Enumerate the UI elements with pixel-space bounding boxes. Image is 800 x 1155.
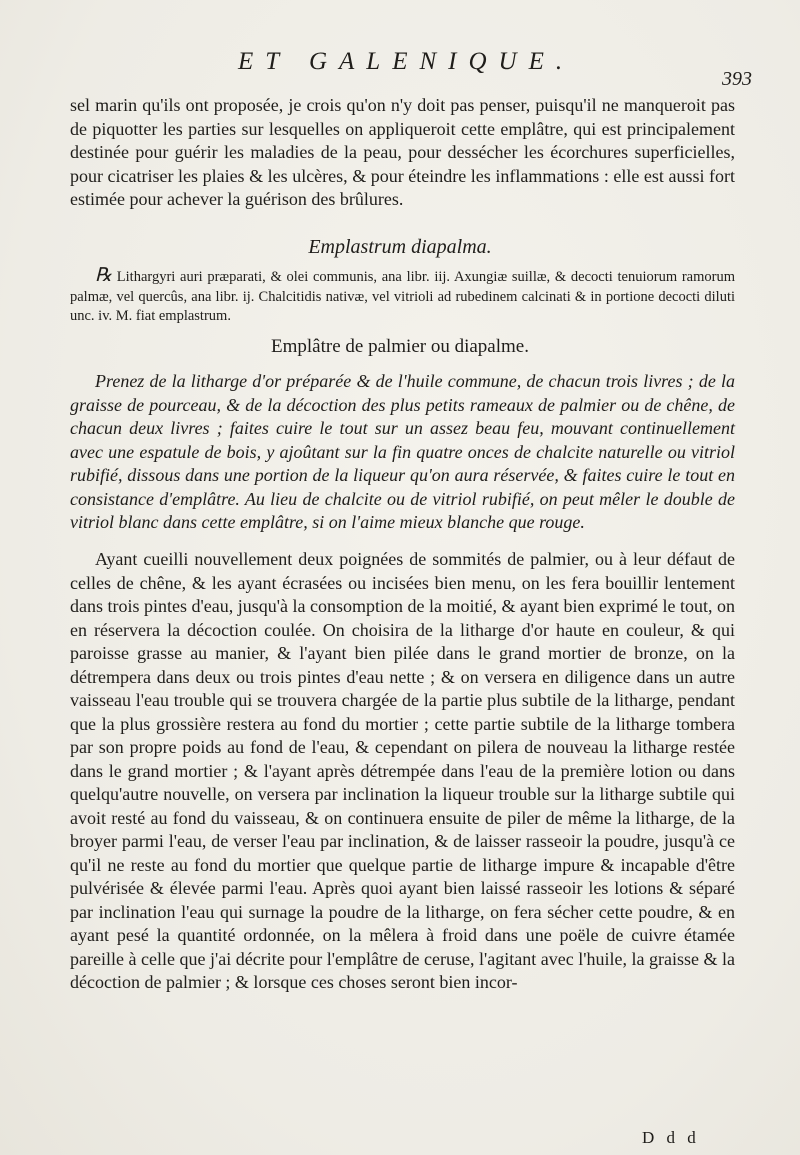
running-head: [0, 44, 800, 90]
signature-mark: D d d: [642, 1128, 700, 1147]
french-heading: Emplâtre de palmier ou diapalme.: [271, 336, 529, 357]
recipe-symbol: ℞: [95, 265, 113, 286]
running-title: ET GALENIQUE.: [238, 48, 575, 75]
french-recipe-block: [70, 370, 735, 535]
latin-heading: Emplastrum diapalma.: [308, 236, 492, 258]
french-recipe: Prenez de la litharge d'or préparée & de l'huile commune, de chacun trois livres ; de la graisse de pourceau, & de la décoction des plus petits rameaux de palmier ou de chêne, de chacun deux livres ; faites cuire le tout sur un assez beau feu, mouvant continuellement avec une espatule de bois, y ajoûtant sur la fin quatre onces de chalcite naturelle ou vitriol rubifié, dissous dans une portion de la liqueur qu'on aura réservée, & faites cuire le tout en consistance d'emplâtre. Au lieu de chalcite ou de vitriol rubifié, on peut mêler le double de vitriol blanc dans cette emplâtre, si on l'aime mieux blanche que rouge.: [70, 371, 735, 532]
latin-recipe-block: [70, 266, 735, 327]
method-paragraph: Ayant cueilli nouvellement deux poignées de sommités de palmier, ou à leur défaut de celles de chêne, & les ayant écrasées ou incisées bien menu, on les fera bouillir lentement dans trois pintes d'eau, jusqu'à la consomption de la moitié, & ayant bien exprimé le tout, on en réservera la décoction coulée. On choisira de la litharge d'or haute en couleur, & qui paroisse grasse au manier, & l'ayant bien pilée dans le grand mortier de bronze, on la détrempera dans deux ou trois pintes d'eau nette ; & on versera en diligence dans un autre vaisseau l'eau trouble qui se trouvera chargée de la partie plus subtile de la litharge, pendant que la plus grossière restera au fond du mortier ; cette partie subtile de la litharge tombera par son propre poids au fond de l'eau, & cependant on pilera de nouveau la litharge restée dans le grand mortier ; & l'ayant après détrempée dans l'eau de la première lotion ou dans quelqu'autre nouvelle, on versera par inclination la liqueur trouble sur la litharge subtile qui avoit resté au fond du vaisseau, & on continuera ensuite de piler de même la litharge, de la broyer parmi l'eau, de verser l'eau par inclination, & de laisser rasseoir la poudre, jusqu'à ce qu'il ne reste au fond du mortier que quelque partie de litharge impure & incapable d'être pulvérisée & élevée parmi l'eau. Après quoi ayant bien laissé rasseoir les lotions & séparé par inclination l'eau qui surnage la poudre de la litharge, on fera sécher cette poudre, & en ayant pesé la quantité ordonnée, on la mêlera à froid dans une poële de cuivre étamée pareille à celle que j'ai décrite pour l'emplâtre de ceruse, l'agitant avec l'huile, la graisse & la décoction de palmier ; & lorsque ces choses seront bien incor-: [70, 549, 735, 992]
method-paragraph-block: [70, 548, 735, 995]
latin-recipe-text: Lithargyri auri præparati, & olei communis, ana libr. iij. Axungiæ suillæ, & decocti tenuiorum ramorum palmæ, vel quercûs, ana libr. ij. Chalcitidis nativæ, vel vitrioli ad rubedinem calcinati & in portione decocti diluti unc. iv. M. fiat emplastrum.: [70, 269, 736, 324]
opening-paragraph-block: [70, 94, 735, 212]
latin-recipe: [70, 266, 735, 327]
opening-paragraph: sel marin qu'ils ont proposée, je crois qu'on n'y doit pas penser, puisqu'il ne manqueroit pas de piquotter les parties sur lesquelles on appliqueroit cette emplâtre, qui est principalement destinée pour guérir les maladies de la peau, pour dessécher les écorchures superficielles, pour cicatriser les plaies & les ulcères, & pour éteindre les inflammations : elle est aussi fort estimée pour achever la guérison des brûlures.: [70, 95, 735, 209]
page-number: 393: [722, 68, 752, 90]
